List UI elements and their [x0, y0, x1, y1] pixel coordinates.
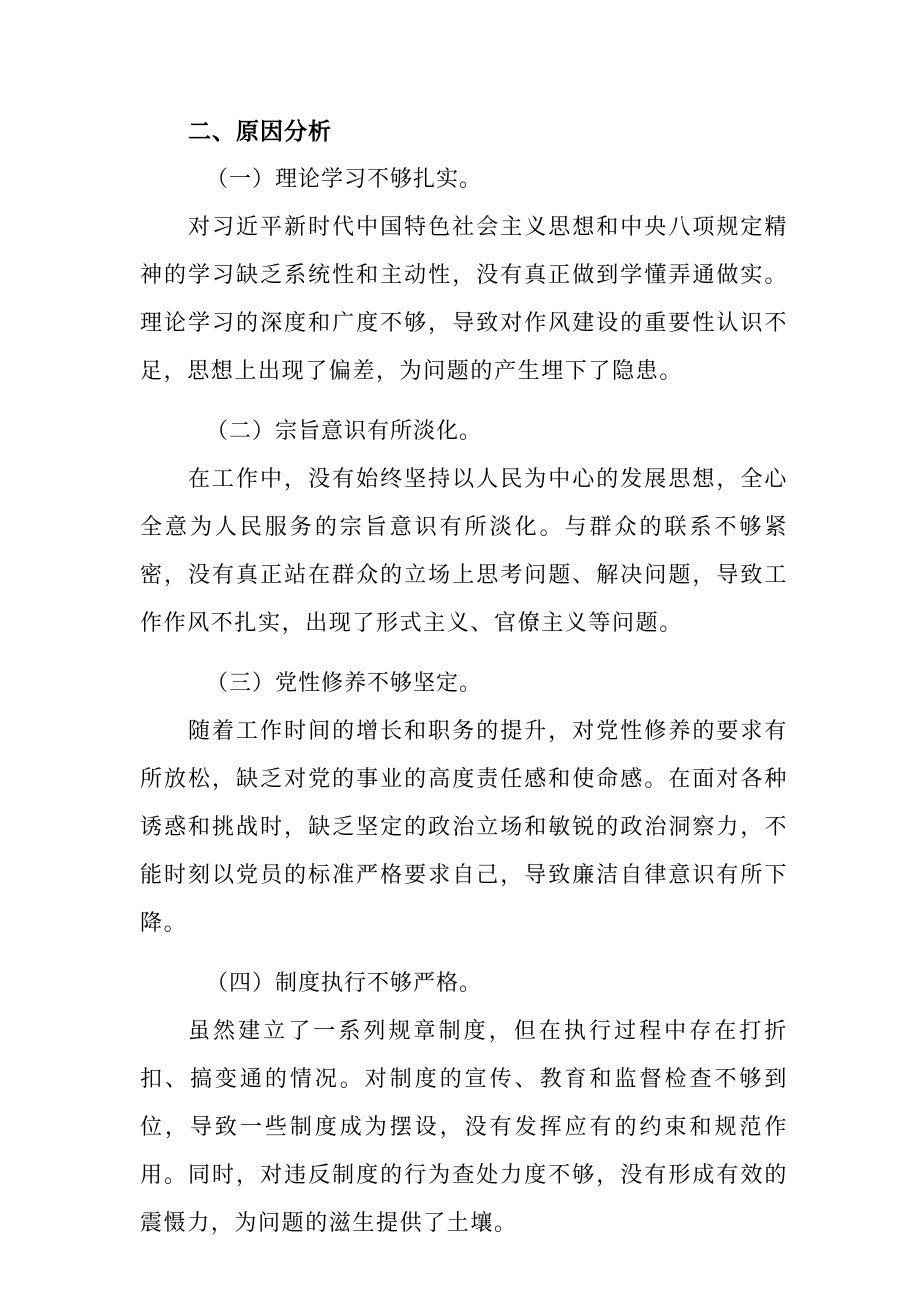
subsection-title-2: （二）宗旨意识有所淡化。	[206, 419, 483, 444]
spacer	[140, 396, 788, 408]
subsection-body-1: 对习近平新时代中国特色社会主义思想和中央八项规定精神的学习缺乏系统性和主动性，没有真正做到学懂弄通做实。理论学习的深度和广度不够，导致对作风建设的重要性认识不足，思想上出现了偏差，为问题的产生埋下了隐患。	[140, 215, 788, 384]
document-content	[140, 108, 788, 1248]
subsection-body-3: 随着工作时间的增长和职务的提升，对党性修养的要求有所放松，缺乏对党的事业的高度责任感和使命感。在面对各种诱惑和挑战时，缺乏坚定的政治立场和敏锐的政治洞察力，不能时刻以党员的标准严格要求自己，导致廉洁自律意识有所下降。	[140, 719, 788, 936]
subsection-title-1: （一）理论学习不够扎实。	[206, 167, 483, 192]
subsection-body-2: 在工作中，没有始终坚持以人民为中心的发展思想，全心全意为人民服务的宗旨意识有所淡化。与群众的联系不够紧密，没有真正站在群众的立场上思考问题、解决问题，导致工作作风不扎实，出现了形式主义、官僚主义等问题。	[140, 467, 788, 636]
subsection-title-4: （四）制度执行不够严格。	[206, 971, 483, 996]
spacer	[140, 948, 788, 960]
section-heading: 二、原因分析	[188, 119, 332, 145]
subsection-body-4: 虽然建立了一系列规章制度，但在执行过程中存在打折扣、搞变通的情况。对制度的宣传、教育和监督检查不够到位，导致一些制度成为摆设，没有发挥应有的约束和规范作用。同时，对违反制度的行为查处力度不够，没有形成有效的震慑力，为问题的滋生提供了土壤。	[140, 1019, 788, 1236]
subsection-title-3: （三）党性修养不够坚定。	[206, 671, 483, 696]
spacer	[140, 648, 788, 660]
